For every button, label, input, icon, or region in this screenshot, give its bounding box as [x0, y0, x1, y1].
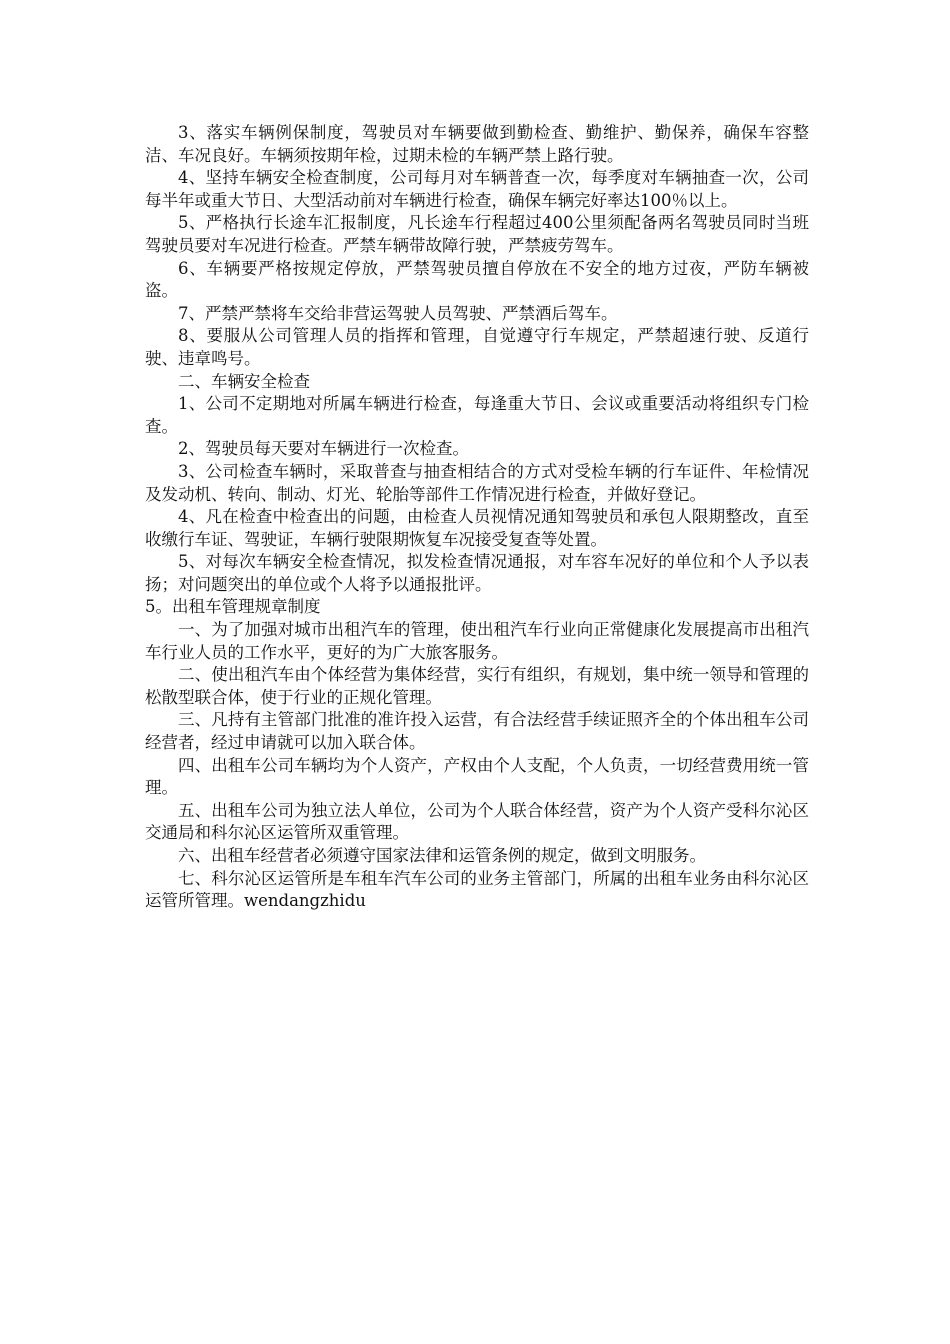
paragraph: 4、坚持车辆安全检查制度，公司每月对车辆普查一次，每季度对车辆抽查一次，公司每半年或重大节日、大型活动前对车辆进行检查，确保车辆完好率达100％以上。 [145, 168, 809, 210]
paragraph: 一、为了加强对城市出租汽车的管理，使出租汽车行业向正常健康化发展提高市出租汽车行业人员的工作水平，更好的为广大旅客服务。 [145, 620, 809, 662]
paragraph: 5、对每次车辆安全检查情况，拟发检查情况通报，对车容车况好的单位和个人予以表扬；对问题突出的单位或个人将予以通报批评。 [145, 552, 809, 594]
paragraph: 六、出租车经营者必须遵守国家法律和运管条例的规定，做到文明服务。 [178, 846, 706, 865]
paragraph: 4、凡在检查中检查出的问题，由检查人员视情况通知驾驶员和承包人限期整改，直至收缴行车证、驾驶证，车辆行驶限期恢复车况接受复查等处置。 [145, 507, 809, 549]
paragraph: 3、公司检查车辆时，采取普查与抽查相结合的方式对受检车辆的行车证件、年检情况及发动机、转向、制动、灯光、轮胎等部件工作情况进行检查，并做好登记。 [145, 461, 809, 504]
paragraph: 二、使出租汽车由个体经营为集体经营，实行有组织，有规划，集中统一领导和管理的松散型联合体，使于行业的正规化管理。 [145, 665, 809, 707]
paragraph: 6、车辆要严格按规定停放，严禁驾驶员擅自停放在不安全的地方过夜，严防车辆被盗。 [145, 258, 809, 301]
paragraph: 2、驾驶员每天要对车辆进行一次检查。 [178, 439, 469, 459]
paragraph: 8、要服从公司管理人员的指挥和管理，自觉遵守行车规定，严禁超速行驶、反道行驶、违章鸣号。 [145, 326, 809, 368]
paragraph: 1、公司不定期地对所属车辆进行检查，每逢重大节日、会议或重要活动将组织专门检查。 [145, 394, 809, 436]
chapter-heading: 5。出租车管理规章制度 [145, 597, 321, 617]
paragraph: 3、落实车辆例保制度，驾驶员对车辆要做到勤检查、勤维护、勤保养，确保车容整洁、车况良好。车辆须按期年检，过期未检的车辆严禁上路行驶。 [145, 123, 809, 165]
paragraph: 七、科尔沁区运管所是车租车汽车公司的业务主管部门，所属的出租车业务由科尔沁区运管所管理。wendangzhidu [145, 868, 809, 911]
document-page [145, 122, 809, 913]
paragraph: 7、严禁严禁将车交给非营运驾驶人员驾驶、严禁酒后驾车。 [178, 303, 618, 323]
section-heading: 二、车辆安全检查 [178, 371, 310, 391]
paragraph: 5、严格执行长途车汇报制度，凡长途车行程超过400公里须配备两名驾驶员同时当班驾驶员要对车况进行检查。严禁车辆带故障行驶，严禁疲劳驾车。 [145, 213, 809, 255]
paragraph: 五、出租车公司为独立法人单位，公司为个人联合体经营，资产为个人资产受科尔沁区交通局和科尔沁区运管所双重管理。 [145, 800, 809, 843]
paragraph: 四、出租车公司车辆均为个人资产，产权由个人支配，个人负责，一切经营费用统一管理。 [145, 755, 809, 798]
paragraph: 三、凡持有主管部门批准的准许投入运营，有合法经营手续证照齐全的个体出租车公司经营者，经过申请就可以加入联合体。 [145, 710, 809, 753]
